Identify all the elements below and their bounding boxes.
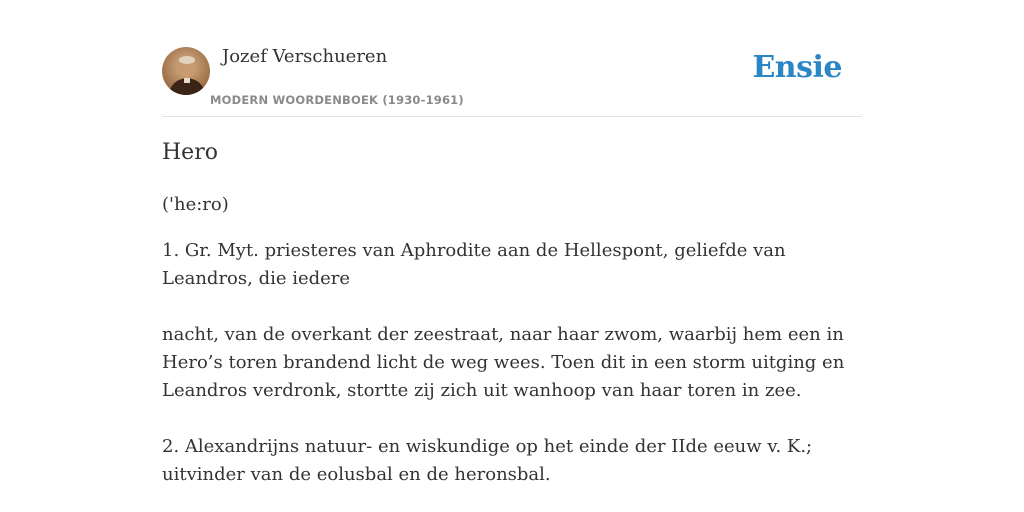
pronunciation: ('he:ro) <box>162 194 229 215</box>
source-label[interactable]: MODERN WOORDENBOEK (1930-1961) <box>210 93 464 107</box>
author-portrait-icon <box>162 47 210 95</box>
page-title: Hero <box>162 140 218 165</box>
entry-header <box>162 46 862 117</box>
definition-paragraph: nacht, van de overkant der zeestraat, naar haar zwom, waarbij hem een in Hero’s toren brandend licht de weg wees. Toen dit in een storm uitging en Leandros verdronk, stortte zij zich uit wanhoop van haar toren in zee. <box>162 324 845 401</box>
author-name[interactable]: Jozef Verschueren <box>222 46 388 67</box>
definition-paragraph: 1. Gr. Myt. priesteres van Aphrodite aan de Hellespont, geliefde van Leandros, die iedere <box>162 240 786 289</box>
ensie-logo[interactable]: Ensie <box>752 50 842 85</box>
definition-paragraph: 2. Alexandrijns natuur- en wiskundige op het einde der IIde eeuw v. K.; uitvinder van de eolusbal en de heronsbal. <box>162 436 813 485</box>
avatar[interactable] <box>162 47 210 95</box>
definition-body <box>162 191 862 489</box>
